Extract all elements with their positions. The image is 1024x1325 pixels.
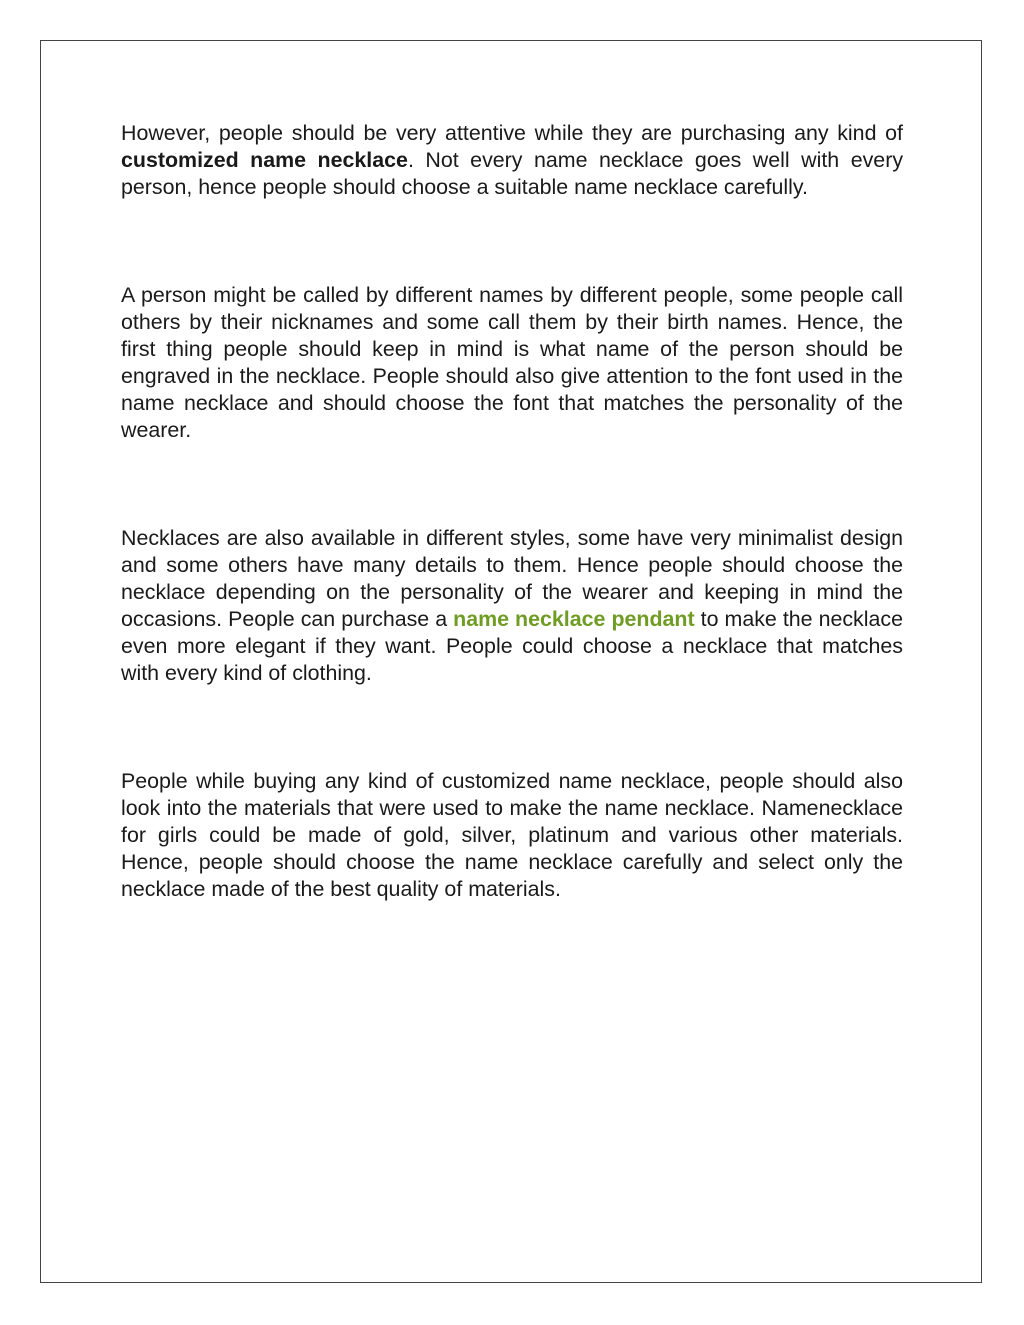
customized-name-necklace-keyword: customized name necklace: [121, 148, 408, 172]
paragraph-1-text-end: . Not every name necklace goes well with every person, hence people should choose a suitable name necklace carefully.: [121, 148, 904, 199]
paragraph-1: [121, 120, 903, 201]
paragraph-3-text-start: Necklaces are also available in different styles, some have very minimalist design and some others have many details to them. Hence people should choose the necklace depending on the personality of the wearer and keeping in mind the occasions. People can purchase a: [121, 526, 903, 631]
document-body: [121, 120, 903, 903]
paragraph-3: [121, 525, 903, 687]
name-necklace-pendant-link[interactable]: name necklace pendant: [453, 607, 695, 631]
paragraph-3-text-end: to make the necklace even more elegant if they want. People could choose a necklace that matches with every kind of clothing.: [121, 607, 903, 685]
paragraph-4: People while buying any kind of customized name necklace, people should also look into the materials that were used to make the name necklace. Namenecklace for girls could be made of gold, silver, platinum and various other materials. Hence, people should choose the name necklace carefully and select only the necklace made of the best quality of materials.: [121, 769, 903, 901]
paragraph-2: A person might be called by different names by different people, some people call others by their nicknames and some call them by their birth names. Hence, the first thing people should keep in mind is what name of the person should be engraved in the necklace. People should also give attention to the font used in the name necklace and should choose the font that matches the personality of the wearer.: [121, 283, 903, 442]
paragraph-1-text-start: However, people should be very attentive while they are purchasing any kind of: [121, 121, 903, 145]
